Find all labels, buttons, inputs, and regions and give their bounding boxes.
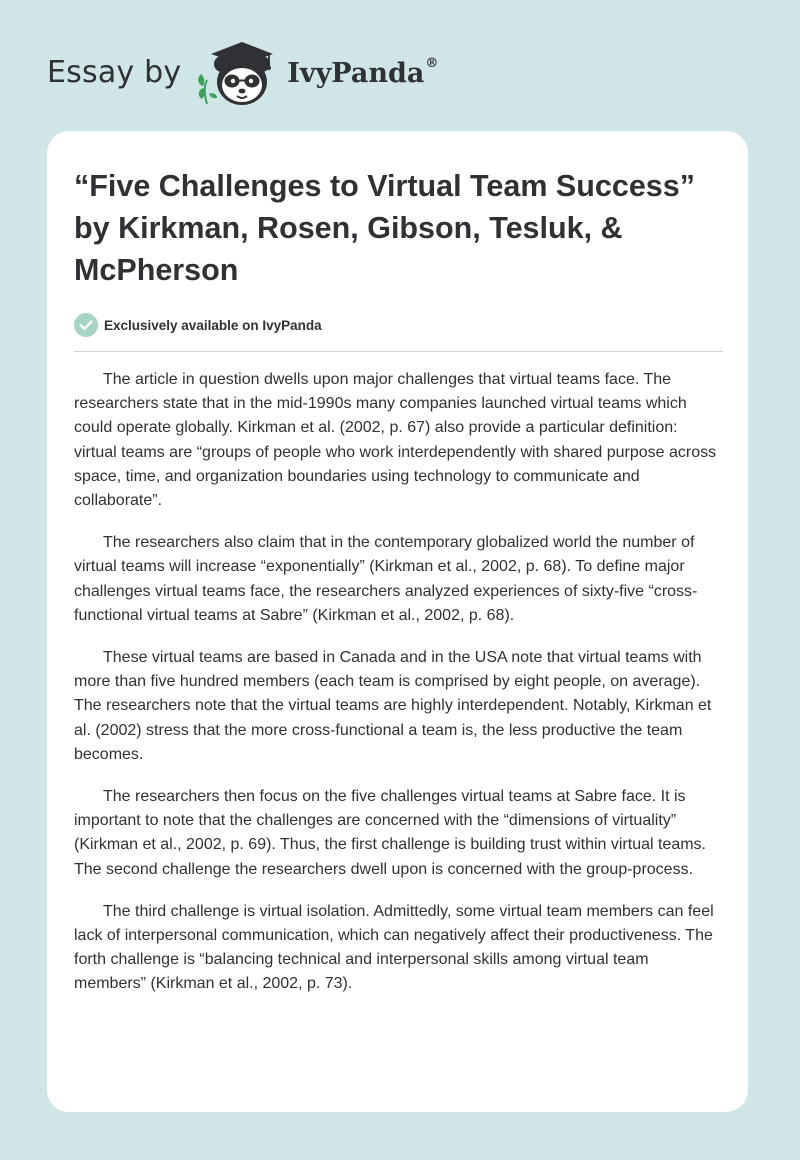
article-title: “Five Challenges to Virtual Team Success” by Kirkman, Rosen, Gibson, Tesluk, & McPherson — [74, 169, 695, 287]
exclusive-badge — [74, 313, 723, 337]
paragraph-3: These virtual teams are based in Canada and in the USA note that virtual teams with more than five hundred members (each team is comprised by eight people, on average). The researchers note that the virtual teams are highly interdependent. Notably, Kirkman et al. (2002) stress that the more cross-functional a team is, the less productive the team becomes. — [74, 649, 712, 763]
article-body — [74, 368, 723, 997]
paragraph-5: The third challenge is virtual isolation. Admittedly, some virtual team members can feel lack of interpersonal communication, which can negatively affect their productiveness. The forth challenge is “balancing technical and interpersonal skills among virtual team members” (Kirkman et al., 2002, p. 73). — [74, 902, 714, 993]
brand-name — [287, 55, 439, 89]
exclusive-label: Exclusively available on IvyPanda — [104, 317, 322, 333]
paragraph-1: The article in question dwells upon major challenges that virtual teams face. The researchers state that in the mid-1990s many companies launched virtual teams which could operate globally. Kirkman et al. (2002, p. 67) also provide a particular definition: virtual teams are “groups of people who work interdependently with shared purpose across space, time, and organization boundaries using technology to communicate and collaborate”. — [74, 371, 717, 510]
registered-mark: ® — [425, 55, 439, 71]
brand-prefix: Essay by — [47, 54, 182, 90]
paragraph-2: The researchers also claim that in the contemporary globalized world the number of virtual teams will increase “exponentially” (Kirkman et al., 2002, p. 68). To define major challenges virtual teams face, the researchers analyzed experiences of sixty-five “cross-functional virtual teams at Sabre” (Kirkman et al., 2002, p. 68). — [74, 534, 698, 624]
brand-name-text: IvyPanda — [287, 57, 425, 89]
panda-graduate-icon — [195, 34, 283, 110]
check-circle-icon — [74, 313, 98, 337]
divider — [74, 351, 723, 352]
brand-header[interactable] — [47, 34, 438, 110]
article-card — [47, 131, 748, 1112]
paragraph-4: The researchers then focus on the five challenges virtual teams at Sabre face. It is important to note that the challenges are concerned with the “dimensions of virtuality” (Kirkman et al., 2002, p. 69). Thus, the first challenge is building trust within virtual teams. The second challenge the researchers dwell upon is concerned with the group-process. — [74, 788, 706, 878]
